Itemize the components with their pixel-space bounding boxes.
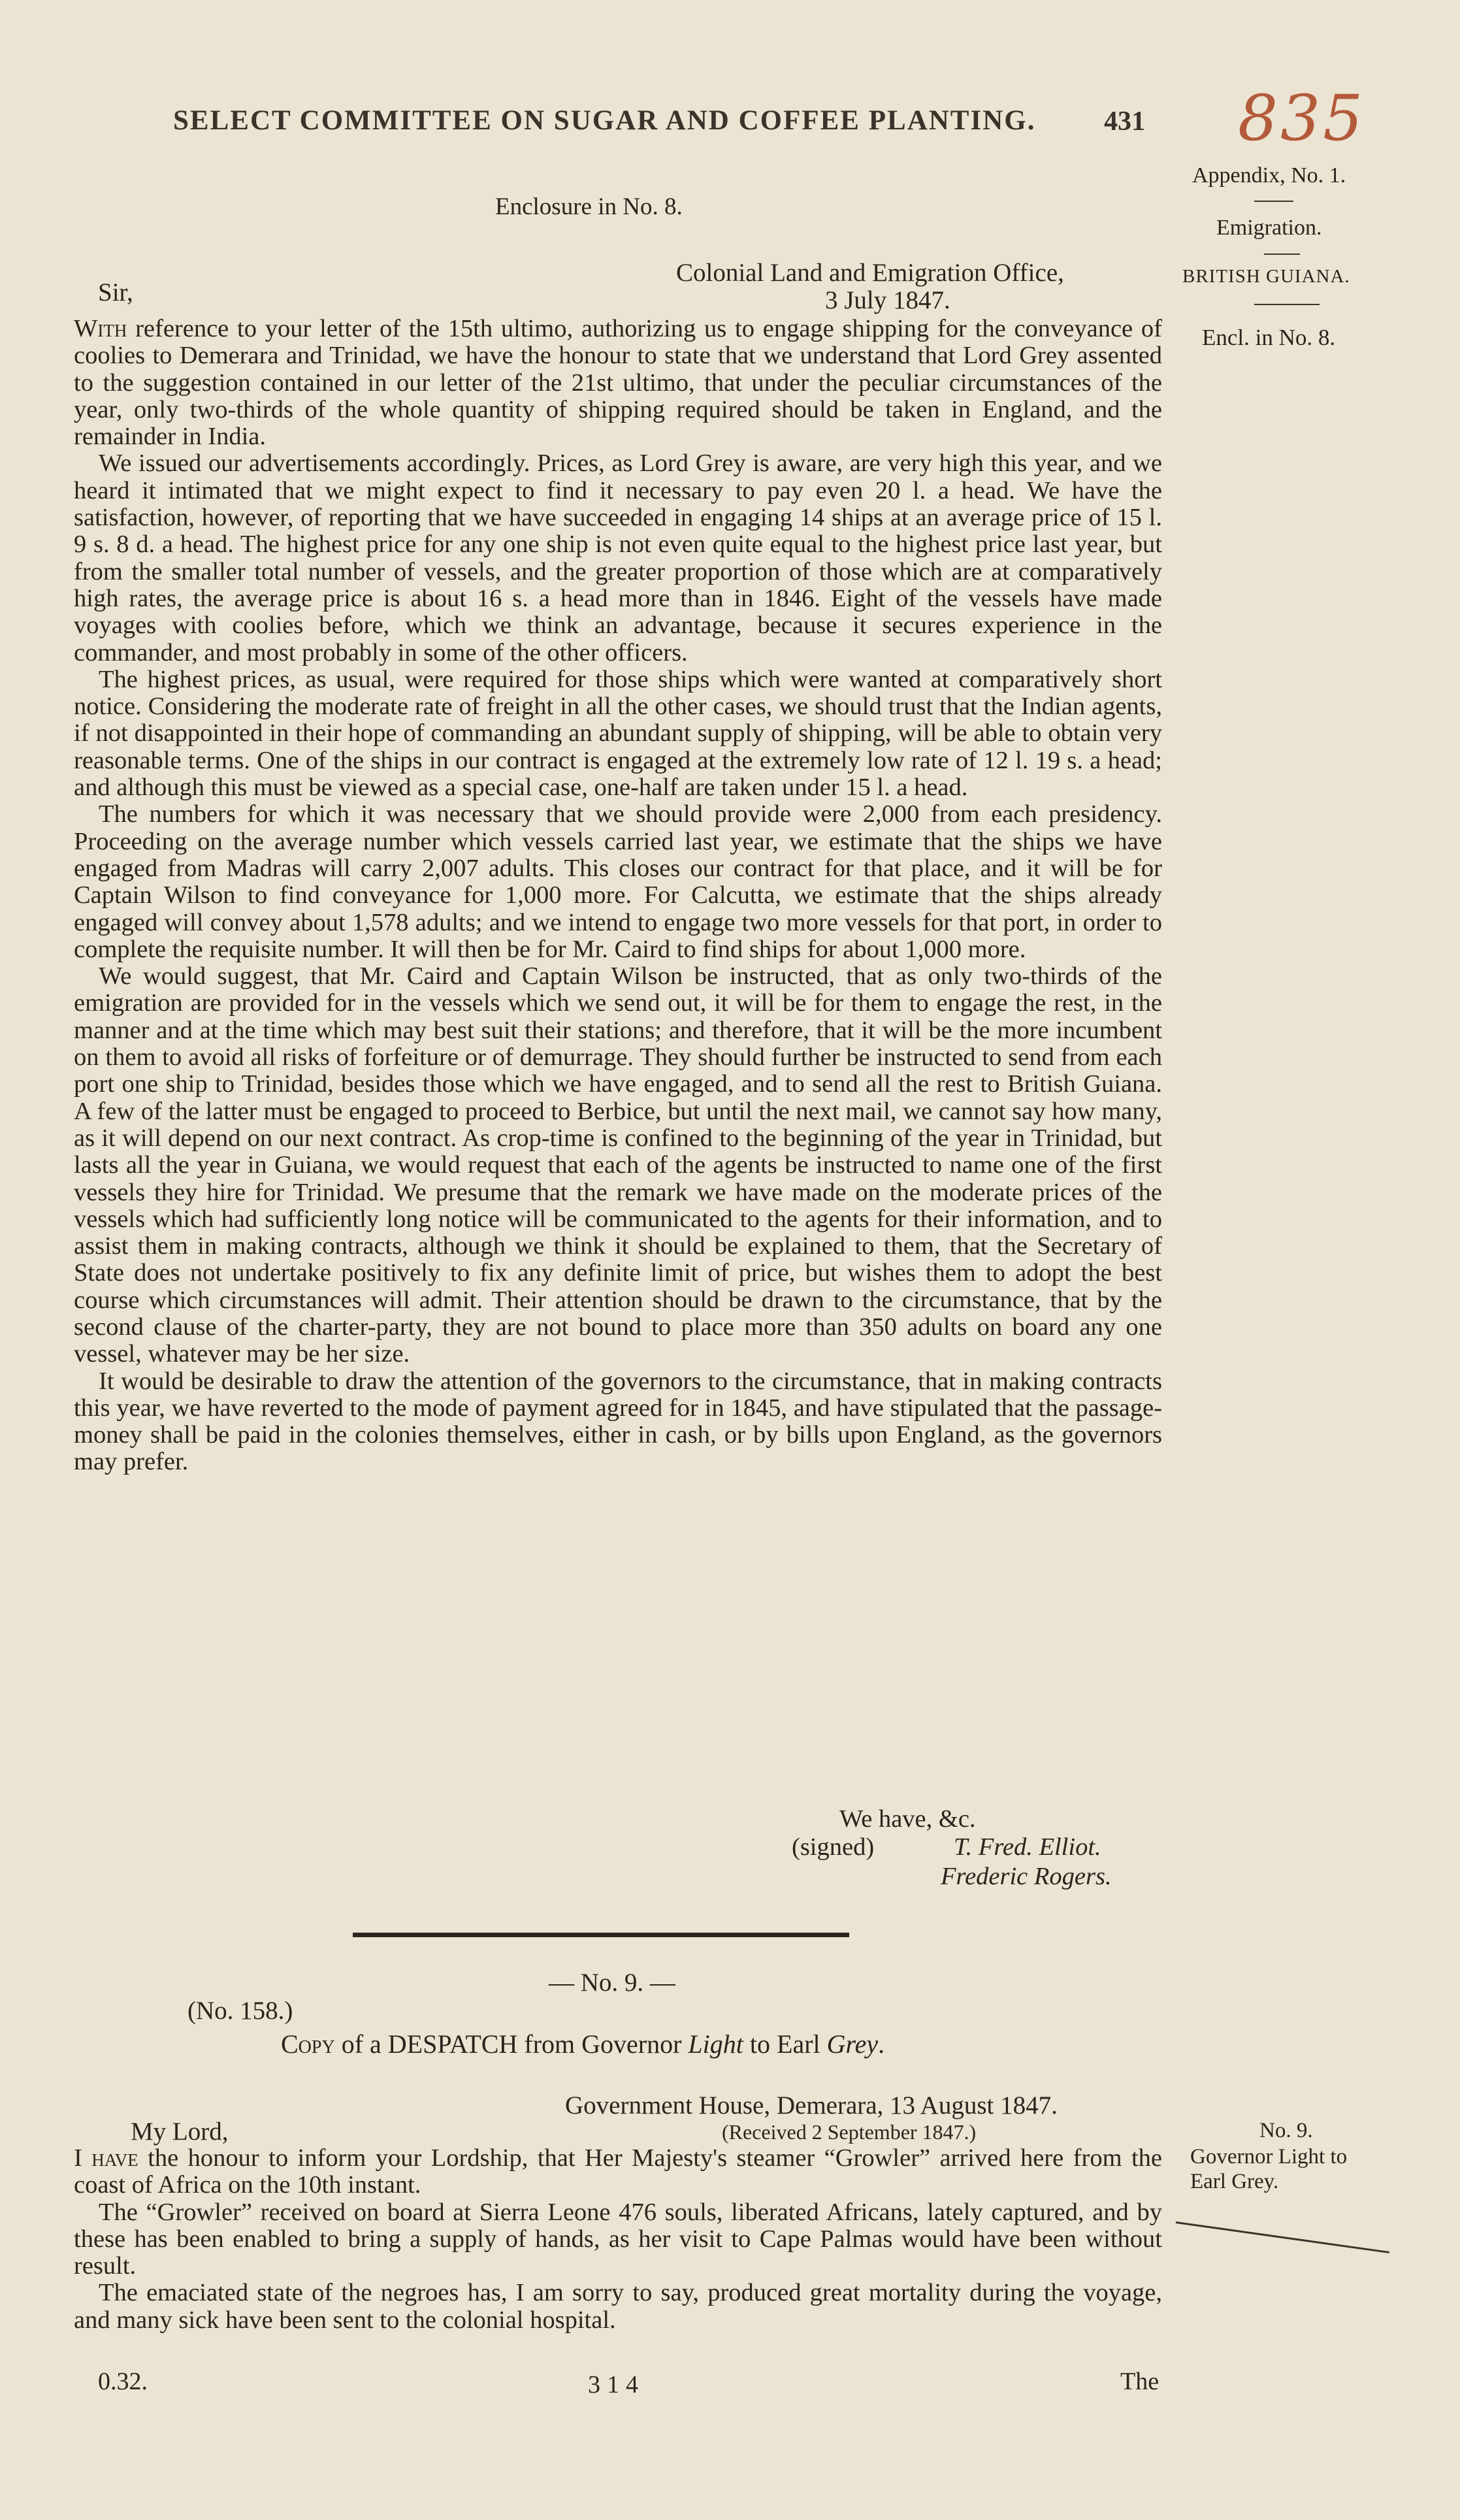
margin-rule [1254, 304, 1320, 305]
received-date: (Received 2 September 1847.) [722, 2120, 977, 2144]
despatch-location-date: Government House, Demerara, 13 August 1847. [565, 2091, 1058, 2119]
despatch-paragraph: I have the honour to inform your Lordship, that Her Majesty's steamer “Growler” arrived here from the coast of Africa on the 10th instant. [74, 2144, 1162, 2199]
despatch-body [74, 2145, 1162, 2334]
enclosure-heading: Enclosure in No. 8. [495, 193, 683, 220]
catchword: The [1120, 2368, 1160, 2395]
margin-pen-stroke [1176, 2221, 1389, 2253]
section-divider [353, 1933, 849, 1937]
signatory-rogers: Frederic Rogers. [941, 1863, 1112, 1890]
despatch-paragraph: The emaciated state of the negroes has, I am sorry to say, produced great mortality during the voyage, and many sick have been sent to the colonial hospital. [74, 2279, 1162, 2334]
letter-salutation: Sir, [98, 278, 133, 306]
despatch-salutation: My Lord, [131, 2118, 229, 2146]
margin-governor-note-line1: Governor Light to [1190, 2145, 1348, 2168]
signatory-elliot: T. Fred. Elliot. [954, 1833, 1101, 1861]
letter-paragraph: The highest prices, as usual, were required for those ships which were wanted at comparatively short notice. Considering the moderate rate of freight in all the other cases, we should trust that the Indian agents, if not disappointed in their hope of commanding an abundant supply of shipping, will be able to obtain very reasonable terms. One of the ships in our contract is engaged at the extremely low rate of 12 l. 19 s. a head; and although this must be viewed as a special case, one-half are taken under 15 l. a head. [74, 665, 1162, 802]
letter-paragraph: It would be desirable to draw the attention of the governors to the circumstance, that in making contracts this year, we have reverted to the mode of payment agreed for in 1845, and have stipulated that the passage-money shall be paid in the colonies themselves, either in cash, or by bills upon England, as the governors may prefer. [74, 1367, 1162, 1476]
margin-emigration-note: Emigration. [1216, 216, 1322, 240]
running-header-title: SELECT COMMITTEE ON SUGAR AND COFFEE PLANTING. [173, 105, 1036, 136]
sender-address: Colonial Land and Emigration Office, [676, 259, 1064, 287]
handwritten-folio-number: 835 [1238, 82, 1366, 155]
despatch-paragraph: The “Growler” received on board at Sierra Leone 476 souls, liberated Africans, lately captured, and by these has been enabled to bring a supply of hands, as her visit to Cape Palmas would have been without result. [74, 2198, 1162, 2280]
margin-enclosure-note: Encl. in No. 8. [1202, 325, 1336, 350]
signed-label: (signed) [792, 1833, 875, 1861]
letter-paragraph: With reference to your letter of the 15th ultimo, authorizing us to engage shipping for the conveyance of coolies to Demerara and Trinidad, we have the honour to state that we understand that Lord Grey assented to the suggestion contained in our letter of the 21st ultimo, that under the peculiar circumstances of the year, only two-thirds of the whole quantity of shipping required should be taken in England, and the remainder in India. [74, 315, 1162, 451]
letter-body [74, 316, 1162, 1476]
margin-rule [1254, 201, 1293, 202]
margin-appendix-note: Appendix, No. 1. [1192, 163, 1346, 188]
document-number-heading: — No. 9. — [549, 1969, 675, 1997]
letter-paragraph: We issued our advertisements accordingly. Prices, as Lord Grey is aware, are very high this year, and we heard it intimated that we might expect to find it necessary to pay even 20 l. a head. We have the satisfaction, however, of reporting that we have succeeded in engaging 14 ships at an average price of 15 l. 9 s. 8 d. a head. The highest price for any one ship is not even quite equal to the highest price last year, but from the smaller total number of vessels, and the greater proportion of those which are at comparatively high rates, the average price is about 16 s. a head more than in 1846. Eight of the vessels have made voyages with coolies before, which we think an advantage, because it secures experience in the commander, and most probably in some of the other officers. [74, 450, 1162, 666]
despatch-title: Copy of a DESPATCH from Governor Light to Earl Grey. [281, 2029, 885, 2059]
margin-british-guiana-note: BRITISH GUIANA. [1182, 266, 1350, 287]
footer-signature-mark: 0.32. [98, 2368, 148, 2395]
letter-date: 3 July 1847. [825, 286, 950, 314]
letter-paragraph: The numbers for which it was necessary that we should provide were 2,000 from each presidency. Proceeding on the average number which vessels carried last year, we estimate that the ships we have engaged from Madras will carry 2,007 adults. This closes our contract for that place, and it will be for Captain Wilson to find conveyance for 1,000 more. For Calcutta, we estimate that the ships already engaged will convey about 1,578 adults; and we intend to engage two more vessels for that port, in order to complete the requisite number. It will then be for Mr. Caird to find ships for about 1,000 more. [74, 800, 1162, 963]
margin-governor-note-line2: Earl Grey. [1190, 2170, 1279, 2193]
letter-closing: We have, &c. [839, 1805, 976, 1833]
despatch-reference: (No. 158.) [187, 1997, 293, 2025]
letter-paragraph: We would suggest, that Mr. Caird and Captain Wilson be instructed, that as only two-thirds of the emigration are provided for in the vessels which we send out, it will be for them to engage the rest, in the manner and at the time which may best suit their stations; and therefore, that it will be the more incumbent on them to avoid all risks of forfeiture or of demurrage. They should further be instructed to send from each port one ship to Trinidad, besides those which we have engaged, and to send all the rest to British Guiana. A few of the latter must be engaged to proceed to Berbice, but until the next mail, we cannot say how many, as it will depend on our next contract. As crop-time is confined to the beginning of the year in Trinidad, but lasts all the year in Guiana, we would request that each of the agents be instructed to name one of the first vessels they hire for Trinidad. We presume that the remark we have made on the moderate prices of the vessels which had sufficiently long notice will be communicated to the agents for their information, and to assist them in making contracts, although we think it should be explained to them, that the Secretary of State does not undertake positively to fix any definite limit of price, but wishes them to adopt the best course which circumstances will admit. Their attention should be drawn to the circumstance, that by the second clause of the charter-party, they are not bound to place more than 350 adults on board any one vessel, whatever may be her size. [74, 962, 1162, 1368]
margin-rule [1264, 254, 1300, 255]
margin-no9-note: No. 9. [1259, 2119, 1313, 2142]
footer-sheet-number: 314 [588, 2371, 645, 2398]
dropped-first-word: With [74, 315, 127, 342]
page-number: 431 [1104, 106, 1145, 137]
